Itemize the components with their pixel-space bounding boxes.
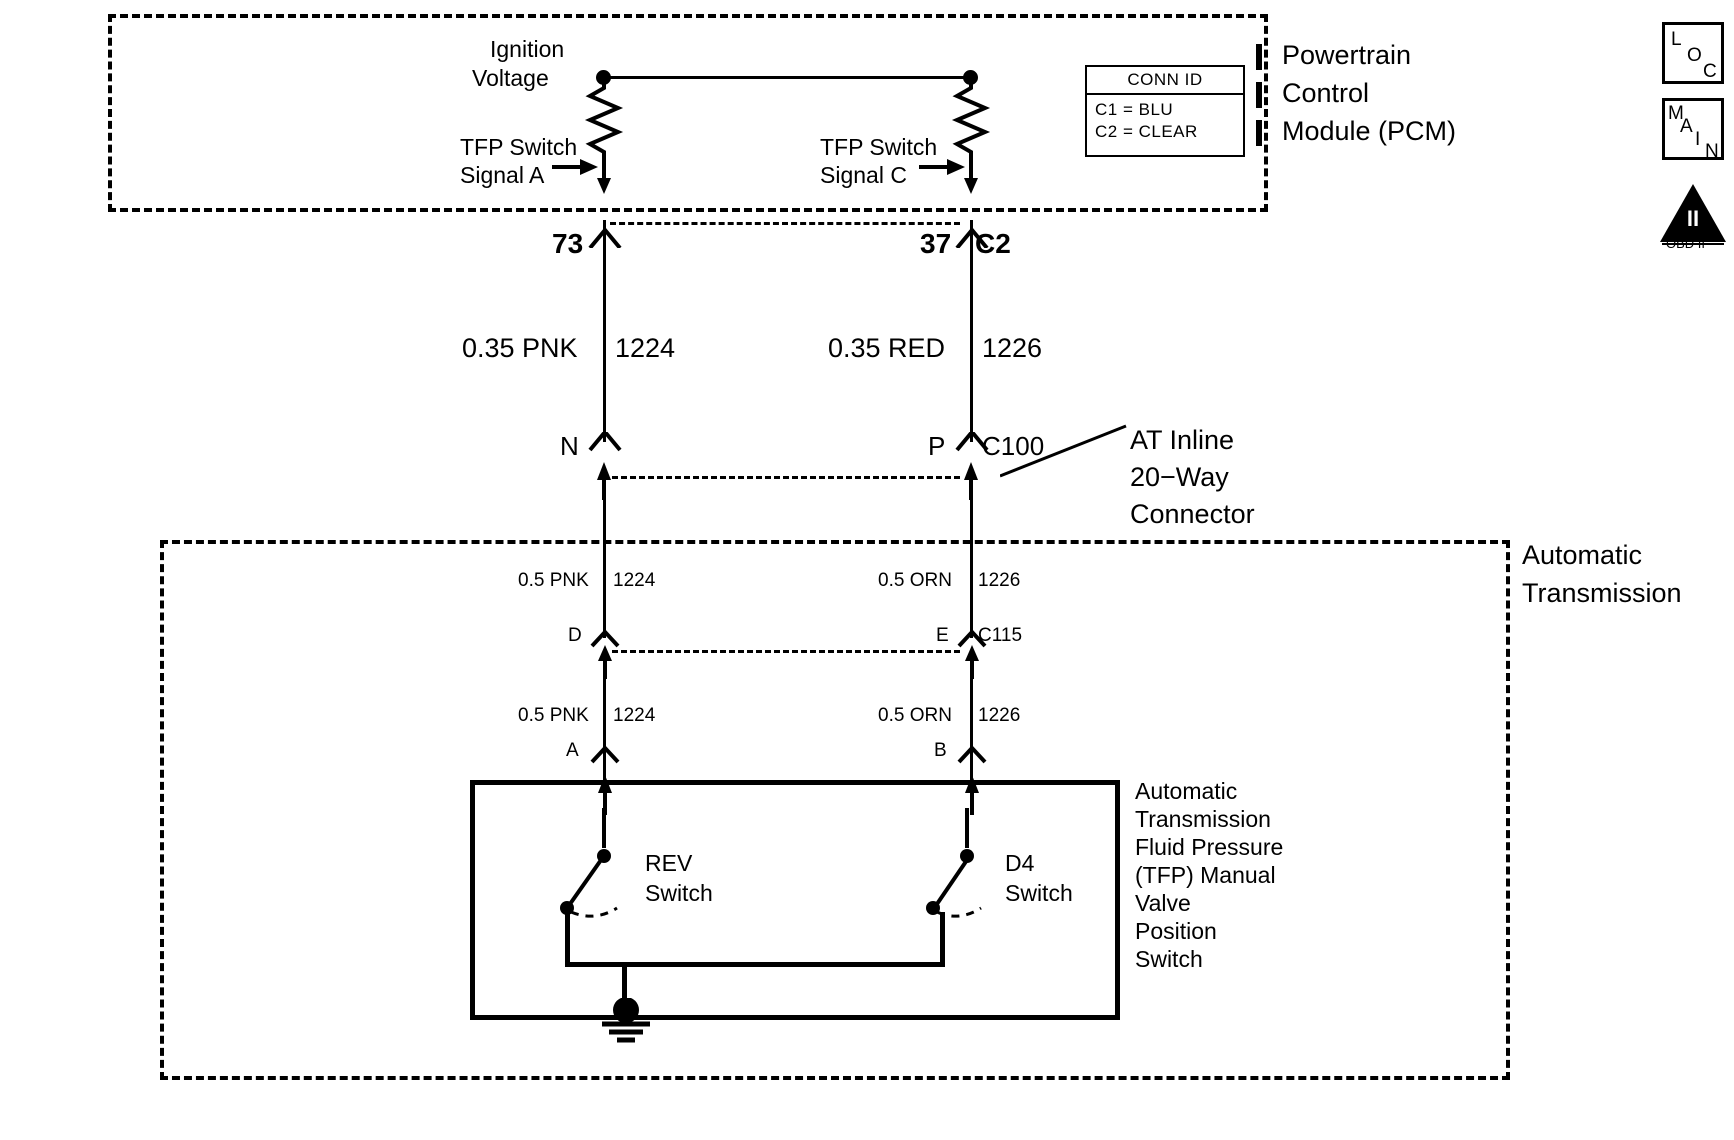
wire-label-right-top: 0.35 RED: [828, 333, 946, 363]
ground-symbol: [592, 998, 660, 1046]
pcm-tick-2: [1256, 82, 1262, 108]
pcm-pin-73-number: 73: [552, 228, 584, 259]
tfp-signal-a-label-line2: Signal A: [460, 162, 545, 188]
tfp-switch-desc-line6: Position: [1135, 918, 1217, 944]
main-badge-letter-a: A: [1680, 116, 1693, 137]
c100-connector-name: C100: [982, 431, 1045, 461]
pcm-label-line3: Module (PCM): [1282, 116, 1457, 146]
conn-id-header: CONN ID: [1087, 67, 1243, 95]
ignition-voltage-label-line1: Ignition: [490, 36, 565, 62]
wire-label-left-bot: 0.5 PNK: [518, 705, 589, 726]
tfp-switch-desc-line3: Fluid Pressure: [1135, 834, 1284, 860]
conn-id-row-c1: C1 = BLU: [1095, 100, 1174, 119]
wire-label-right-mid: 0.5 ORN: [878, 570, 952, 591]
tfp-switch-desc-line7: Switch: [1135, 946, 1203, 972]
wire-1226-pcm-to-c100: [970, 220, 973, 442]
loc-badge[interactable]: [1662, 22, 1724, 84]
at-inline-label-line1: AT Inline: [1130, 425, 1235, 455]
d4-switch-label-line2: Switch: [1005, 880, 1073, 906]
c100-pin-p-arrow-up: [955, 462, 987, 500]
pcm-pin-37-number: 37: [920, 228, 952, 259]
obd-ii-badge-label: OBD II: [1666, 236, 1706, 251]
conn-id-row-c2: C2 = CLEAR: [1095, 122, 1198, 141]
switch-pin-a-connector: [590, 746, 620, 776]
ignition-bus-line: [603, 76, 975, 79]
main-badge-letter-n: N: [1705, 141, 1719, 162]
c100-pin-n-arrow-up: [588, 462, 620, 500]
pcm-connector-dashed-link: [610, 222, 960, 225]
c100-pin-p-label: P: [928, 431, 946, 461]
switch-pin-a-label: A: [566, 740, 579, 761]
pcm-connector-c2-label: C2: [975, 228, 1011, 259]
tfp-signal-c-label-line1: TFP Switch: [820, 134, 938, 160]
tfp-signal-a-label-line1: TFP Switch: [460, 134, 578, 160]
loc-badge-letter-o: O: [1687, 45, 1702, 66]
wire-1226-c100-to-c115: [970, 498, 973, 638]
at-inline-label-line3: Connector: [1130, 499, 1255, 529]
transmission-label-line2: Transmission: [1522, 578, 1682, 608]
c115-pin-e-arrow-up: [957, 645, 987, 679]
c115-dashed-link: [612, 650, 960, 653]
tfp-switch-desc-line4: (TFP) Manual: [1135, 862, 1276, 888]
rev-switch-label-line1: REV: [645, 850, 693, 876]
wire-label-right-bot: 0.5 ORN: [878, 705, 952, 726]
c100-pin-n-label: N: [560, 431, 579, 461]
pcm-tick-3: [1256, 120, 1262, 146]
wire-1224-pcm-to-c100: [603, 220, 606, 442]
at-inline-label-line2: 20−Way: [1130, 462, 1229, 492]
wire-number-right-mid: 1226: [978, 570, 1021, 591]
rev-switch-common-leg: [565, 912, 570, 967]
main-badge[interactable]: [1662, 98, 1724, 160]
switch-ground-branch: [565, 962, 627, 967]
c115-connector-name: C115: [978, 625, 1023, 646]
c115-pin-e-label: E: [936, 625, 949, 646]
switch-pin-b-label: B: [934, 740, 947, 761]
c100-leader-line: [1000, 420, 1130, 480]
obd-ii-badge[interactable]: [1658, 182, 1728, 254]
svg-text:II: II: [1686, 206, 1700, 231]
pcm-label-line2: Control: [1282, 78, 1370, 108]
tfp-switch-desc-line1: Automatic: [1135, 778, 1238, 804]
wire-number-right-bot: 1226: [978, 705, 1021, 726]
pcm-label-line1: Powertrain: [1282, 40, 1412, 70]
d4-switch-label-line1: D4: [1005, 850, 1035, 876]
transmission-label-line1: Automatic: [1522, 540, 1643, 570]
d4-switch-contact: [905, 808, 1015, 923]
main-badge-letter-m: M: [1668, 103, 1684, 124]
tfp-signal-c-label-line2: Signal C: [820, 162, 907, 188]
loc-badge-letter-l: L: [1671, 29, 1682, 50]
pcm-tick-1: [1256, 44, 1262, 70]
switch-pin-b-connector: [957, 746, 987, 776]
wire-number-left-bot: 1224: [613, 705, 656, 726]
c115-pin-d-label: D: [568, 625, 582, 646]
main-badge-letter-i: I: [1695, 129, 1701, 150]
c115-pin-d-arrow-up: [590, 645, 620, 679]
wire-number-right-top: 1226: [982, 333, 1043, 363]
loc-badge-letter-c: C: [1703, 61, 1717, 82]
wire-label-left-top: 0.35 PNK: [462, 333, 578, 363]
conn-id-table: [1085, 65, 1245, 157]
ignition-voltage-label-line2: Voltage: [472, 65, 549, 91]
tfp-switch-desc-line5: Valve: [1135, 890, 1191, 916]
tfp-switch-desc-line2: Transmission: [1135, 806, 1271, 832]
d4-switch-common-leg: [940, 912, 945, 967]
wire-1224-c100-to-c115: [603, 498, 606, 638]
wire-number-left-mid: 1224: [613, 570, 656, 591]
wire-number-left-top: 1224: [615, 333, 676, 363]
wire-label-left-mid: 0.5 PNK: [518, 570, 589, 591]
c100-dashed-link: [612, 476, 960, 479]
rev-switch-label-line2: Switch: [645, 880, 713, 906]
